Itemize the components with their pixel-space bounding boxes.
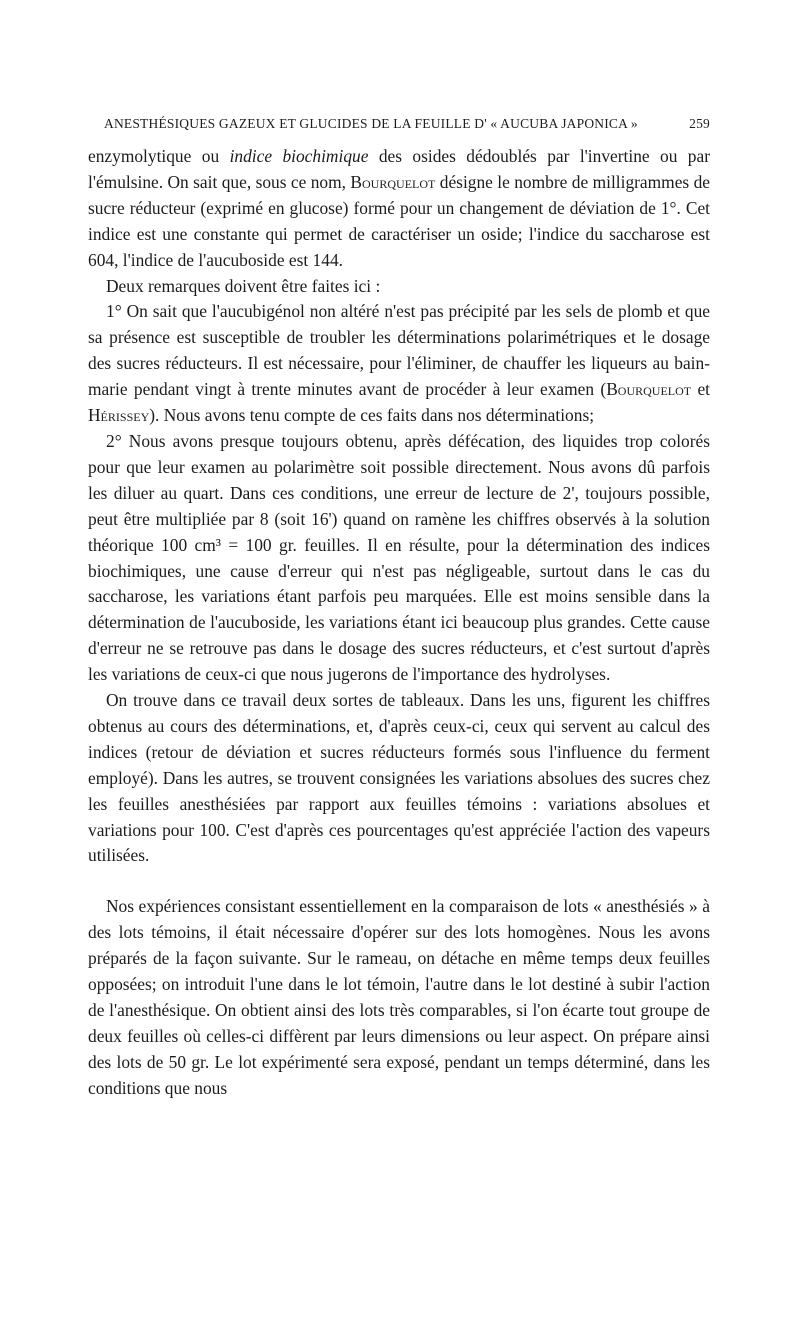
running-title: ANESTHÉSIQUES GAZEUX ET GLUCIDES DE LA FEUILLE D' « AUCUBA JAPONICA » <box>104 116 638 131</box>
text-run: désigne le nombre de milligrammes de sucre réducteur (exprimé en glucose) formé pour un changement de déviation de 1°. Cet indice est une constante qui permet de caractériser un oside; l'indice du saccharose est 604, l'indice de l'aucuboside est 144. <box>88 171 711 270</box>
text-run: ). Nous avons tenu compte de ces faits dans nos déterminations; <box>149 405 595 426</box>
paragraph-remarques: Deux remarques doivent être faites ici : <box>106 275 381 296</box>
italic-term: indice biochimique <box>229 146 369 166</box>
page-number: 259 <box>689 116 710 131</box>
text-run: 1° On sait que l'aucubigénol non altéré n'est pas précipité par les sels de plomb et que sa présence est susceptible de troubler les déterminations polarimétriques et le dosage des sucres réducteurs. Il est nécessaire, pour l'éliminer, de chauffer les liqueurs au bain-marie pendant vingt à trente minutes avant de procéder à leur examen ( <box>88 301 710 400</box>
body-text <box>88 144 710 1102</box>
author-name: Bourquelot <box>350 171 436 192</box>
author-name: Bourquelot <box>606 379 692 400</box>
paragraph-tableaux: On trouve dans ce travail deux sortes de tableaux. Dans les uns, figurent les chiffres obtenus au cours des déterminations, et, d'après ceux-ci, ceux qui servent au calcul des indices (retour de déviation et sucres réducteurs formés sous l'influence du ferment employé). Dans les autres, se trouvent consignées les variations absolues des sucres chez les feuilles anesthésiées par rapport aux feuilles témoins : variations absolues et variations pour 100. C'est d'après ces pourcentages qu'est appréciée l'action des vapeurs utilisées. <box>88 690 710 866</box>
author-name: Hérissey <box>88 405 150 426</box>
paragraph-experiences: Nos expériences consistant essentiellement en la comparaison de lots « anesthésiés » à des lots témoins, il était nécessaire d'opérer sur des lots homogènes. Nous les avons préparés de la façon suivante. Sur le rameau, on détache en même temps deux feuilles opposées; on introduit l'une dans le lot témoin, l'autre dans le lot destiné à subir l'action de l'anesthésique. On obtient ainsi des lots très comparables, si l'on écarte tout groupe de deux feuilles où celles-ci diffèrent par leurs dimensions ou leur aspect. On prépare ainsi des lots de 50 gr. Le lot expérimenté sera exposé, pendant un temps déterminé, dans les conditions que nous <box>88 896 710 1098</box>
text-run: et <box>691 379 711 400</box>
paragraph-indice-biochimique <box>88 144 710 274</box>
text-run: des osides dédoublés par l'invertine ou par l'émulsine. On sait que, sous ce nom, <box>88 146 711 192</box>
paragraph-remarque-2: 2° Nous avons presque toujours obtenu, après défécation, des liquides trop colorés pour que leur examen au polarimètre soit possible directement. Nous avons dû parfois les diluer au quart. Dans ces conditions, une erreur de lecture de 2', toujours possible, peut être multipliée par 8 (soit 16') quand on ramène les chiffres observés à la solution théorique 100 cm³ = 100 gr. feuilles. Il en résulte, pour la détermination des indices biochimiques, une cause d'erreur qui n'est pas négligeable, surtout dans le cas du saccharose, les variations étant parfois peu marquées. Elle est moins sensible dans la détermination de l'aucuboside, les variations étant ici beaucoup plus grandes. Cette cause d'erreur ne se retrouve pas dans le dosage des sucres réducteurs, et c'est surtout d'après les variations de ceux-ci que nous jugerons de l'importance des hydrolyses. <box>88 430 710 685</box>
text-run: enzymolytique ou <box>88 146 230 166</box>
paragraph-remarque-1 <box>88 299 710 429</box>
